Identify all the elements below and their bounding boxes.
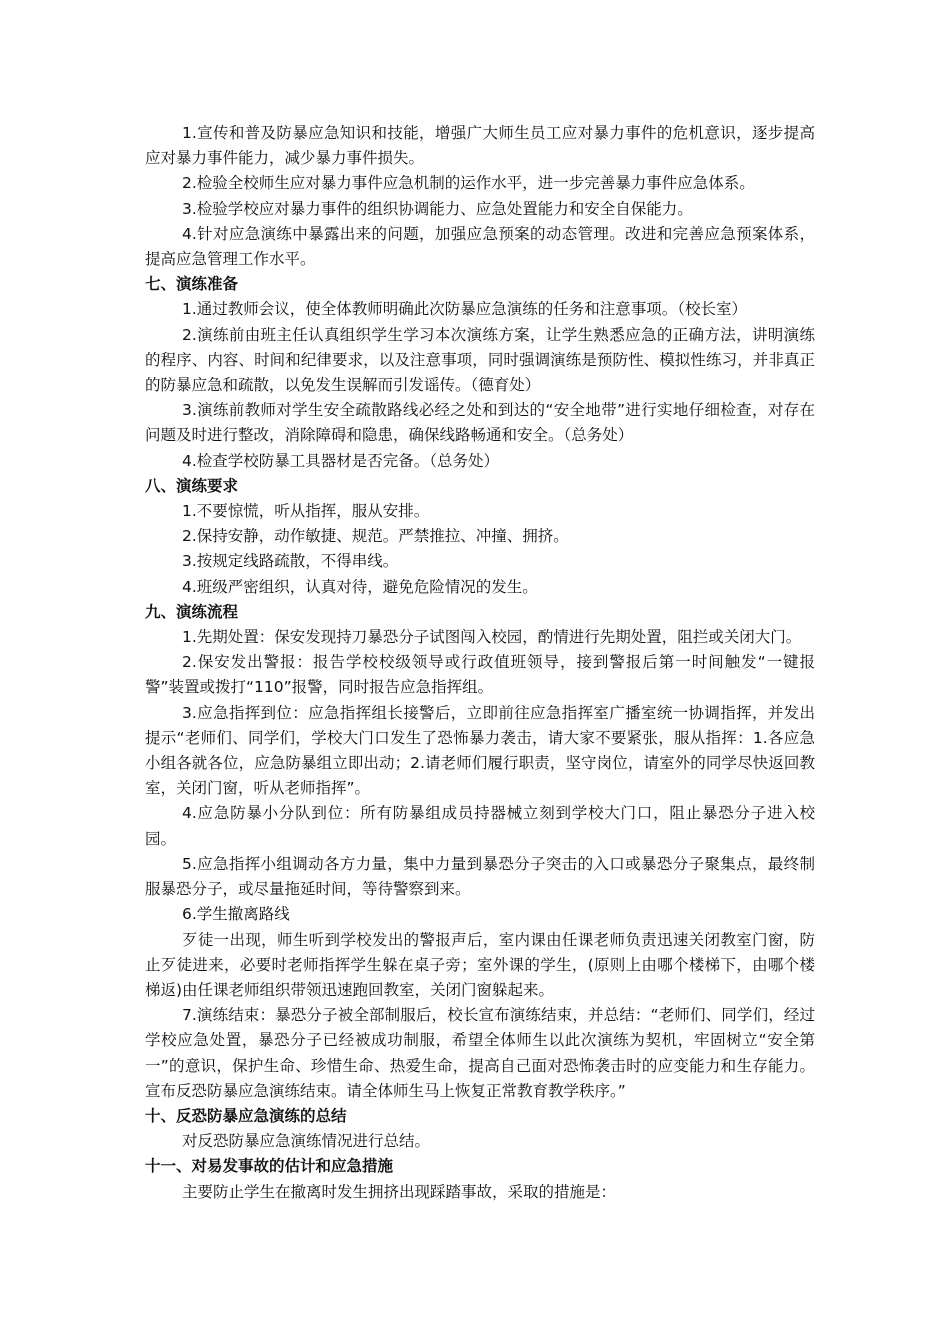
paragraph: 歹徒一出现，师生听到学校发出的警报声后，室内课由任课老师负责迅速关闭教室门窗，防止歹徒进来，必要时老师指挥学生躲在桌子旁；室外课的学生，(原则上由哪个楼梯下，由哪个楼梯返)由任课老师组织带领迅速跑回教室，关闭门窗躲起来。 [145,930,815,999]
paragraph: 1.宣传和普及防暴应急知识和技能，增强广大师生员工应对暴力事件的危机意识，逐步提高应对暴力事件能力，减少暴力事件损失。 [145,124,815,168]
section-heading: 八、演练要求 [145,476,239,495]
paragraph: 4.班级严密组织，认真对待，避免危险情况的发生。 [182,577,538,596]
document-body [145,121,815,1205]
paragraph: 主要防止学生在撤离时发生拥挤出现踩踏事故，采取的措施是： [182,1182,617,1201]
paragraph: 7.演练结束：暴恐分子被全部制服后，校长宣布演练结束，并总结：“老师们、同学们，经过学校应急处置，暴恐分子已经被成功制服，希望全体师生以此次演练为契机，牢固树立“安全第一”的意识，保护生命、珍惜生命、热爱生命，提高自己面对恐怖袭击时的应变能力和生存能力。宣布反恐防暴应急演练结束。请全体师生马上恢复正常教育教学秩序。” [145,1006,815,1100]
paragraph: 3.检验学校应对暴力事件的组织协调能力、应急处置能力和安全自保能力。 [182,199,693,218]
section-heading: 十一、对易发事故的估计和应急措施 [145,1157,394,1176]
paragraph: 2.检验全校师生应对暴力事件应急机制的运作水平，进一步完善暴力事件应急体系。 [182,174,755,193]
paragraph: 1.先期处置：保安发现持刀暴恐分子试图闯入校园，酌情进行先期处置，阻拦或关闭大门。 [182,628,802,647]
paragraph: 1.通过教师会议，使全体教师明确此次防暴应急演练的任务和注意事项。（校长室） [182,300,748,319]
paragraph: 2.保持安静，动作敏捷、规范。严禁推拉、冲撞、拥挤。 [182,527,569,546]
section-heading: 七、演练准备 [145,275,239,294]
paragraph: 对反恐防暴应急演练情况进行总结。 [182,1132,431,1151]
paragraph: 5.应急指挥小组调动各方力量，集中力量到暴恐分子突击的入口或暴恐分子聚集点，最终制服暴恐分子，或尽量拖延时间，等待警察到来。 [145,854,815,899]
paragraph: 2.演练前由班主任认真组织学生学习本次演练方案，让学生熟悉应急的正确方法，讲明演练的程序、内容、时间和纪律要求，以及注意事项，同时强调演练是预防性、模拟性练习，并非真正的防暴应急和疏散，以免发生误解而引发谣传。（德育处） [145,325,815,395]
paragraph: 3.演练前教师对学生安全疏散路线必经之处和到达的“安全地带”进行实地仔细检查，对存在问题及时进行整改，消除障碍和隐患，确保线路畅通和安全。（总务处） [145,401,815,445]
paragraph: 1.不要惊慌，听从指挥，服从安排。 [182,502,430,521]
paragraph: 6.学生撤离路线 [182,905,290,924]
paragraph: 4.针对应急演练中暴露出来的问题，加强应急预案的动态管理。改进和完善应急预案体系，提高应急管理工作水平。 [145,224,815,269]
paragraph: 3.按规定线路疏散，不得串线。 [182,552,399,571]
paragraph: 3.应急指挥到位：应急指挥组长接警后，立即前往应急指挥室广播室统一协调指挥，并发出提示“老师们、同学们，学校大门口发生了恐怖暴力袭击，请大家不要紧张，服从指挥：1.各应急小组各就各位，应急防暴组立即出动；2.请老师们履行职责，坚守岗位，请室外的同学尽快返回教室，关闭门窗，听从老师指挥”。 [145,703,815,798]
section-heading: 十、反恐防暴应急演练的总结 [145,1106,347,1125]
paragraph: 4.检查学校防暴工具器材是否完备。（总务处） [182,451,500,470]
section-heading: 九、演练流程 [145,602,239,621]
paragraph: 2.保安发出警报：报告学校校级领导或行政值班领导，接到警报后第一时间触发“一键报警”装置或拨打“110”报警，同时报告应急指挥组。 [145,653,815,697]
paragraph: 4.应急防暴小分队到位：所有防暴组成员持器械立刻到学校大门口，阻止暴恐分子进入校园。 [145,804,815,848]
